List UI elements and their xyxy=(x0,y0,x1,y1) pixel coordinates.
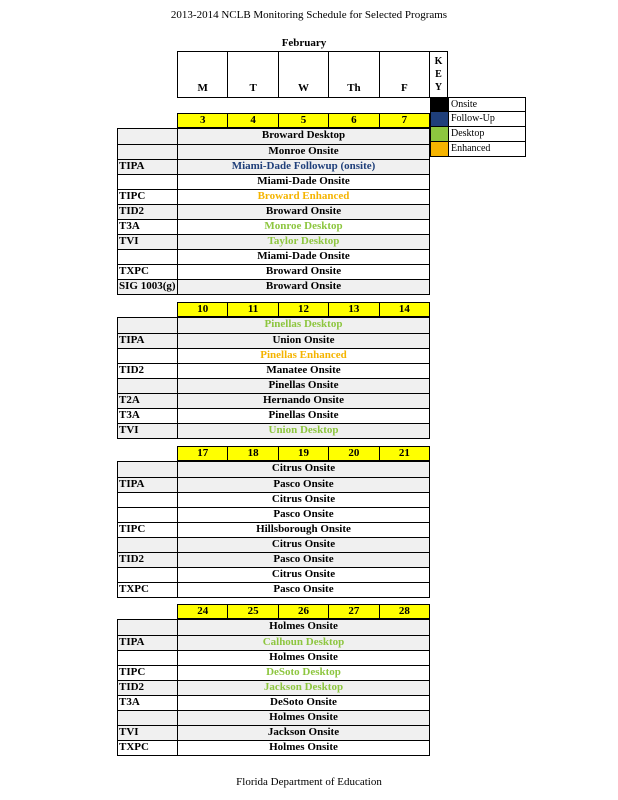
schedule-entry: Miami-Dade Onsite xyxy=(257,250,350,262)
program-label xyxy=(118,508,178,522)
schedule-row xyxy=(118,552,429,567)
page-title: 2013-2014 NCLB Monitoring Schedule for Selected Programs xyxy=(170,9,448,21)
date-cell: 4 xyxy=(228,114,278,127)
date-cell: 21 xyxy=(398,447,410,459)
schedule-row xyxy=(118,582,429,597)
date-cell: 12 xyxy=(279,303,329,316)
schedule-entry: Union Desktop xyxy=(178,424,429,438)
date-cell: 20 xyxy=(329,447,379,460)
key-swatch xyxy=(431,98,449,111)
schedule-entry: Calhoun Desktop xyxy=(178,636,429,650)
date-cell: 25 xyxy=(228,605,278,618)
schedule-entry: Holmes Onsite xyxy=(269,651,338,663)
schedule-entry: Hillsborough Onsite xyxy=(256,523,351,535)
schedule-entry: Broward Enhanced xyxy=(257,190,350,202)
schedule-row xyxy=(118,348,429,363)
schedule-row xyxy=(118,378,429,393)
program-label: TID2 xyxy=(118,681,178,695)
schedule-entry: DeSoto Desktop xyxy=(266,666,341,678)
schedule-entry: Pasco Onsite xyxy=(273,508,334,520)
schedule-entry: Monroe Desktop xyxy=(264,220,343,232)
page-footer: Florida Department of Education xyxy=(236,776,382,788)
program-label: TIPC xyxy=(118,523,178,537)
week-schedule-grid xyxy=(117,461,430,598)
date-cell: 13 xyxy=(329,303,379,316)
schedule-row xyxy=(118,204,429,219)
date-cell: 18 xyxy=(228,447,278,460)
program-label: TIPA xyxy=(118,478,178,492)
program-label: TXPC xyxy=(118,583,178,597)
program-label xyxy=(118,620,178,635)
week-dates-row xyxy=(177,113,430,128)
key-label: Enhanced xyxy=(451,143,491,154)
schedule-row xyxy=(118,695,429,710)
schedule-row xyxy=(118,129,429,144)
program-label xyxy=(118,462,178,477)
schedule-row xyxy=(118,650,429,665)
program-label: TIPC xyxy=(118,666,178,680)
key-label: Desktop xyxy=(451,128,485,139)
program-label xyxy=(118,145,178,159)
date-cell: 28 xyxy=(398,605,410,617)
schedule-row xyxy=(118,740,429,755)
program-label: TIPA xyxy=(118,160,178,174)
day-header-wed: W xyxy=(279,52,329,97)
program-label: TXPC xyxy=(118,741,178,755)
week-schedule-grid xyxy=(117,619,430,756)
schedule-row xyxy=(118,522,429,537)
program-label xyxy=(118,711,178,725)
program-label: T2A xyxy=(118,394,178,408)
key-item-onsite xyxy=(430,97,526,112)
schedule-entry: Pinellas Onsite xyxy=(178,379,429,393)
schedule-entry: Manatee Onsite xyxy=(266,364,341,376)
day-header-fri: F xyxy=(400,82,408,94)
schedule-row xyxy=(118,507,429,522)
schedule-entry: Broward Desktop xyxy=(178,129,429,144)
date-cell: 26 xyxy=(279,605,329,618)
program-label xyxy=(118,538,178,552)
schedule-row xyxy=(118,462,429,477)
schedule-row xyxy=(118,333,429,348)
date-cell: 11 xyxy=(228,303,278,316)
date-cell: 14 xyxy=(398,303,410,315)
program-label: TVI xyxy=(118,424,178,438)
schedule-row xyxy=(118,279,429,294)
schedule-entry: DeSoto Onsite xyxy=(270,696,337,708)
week-schedule-grid xyxy=(117,317,430,439)
key-swatch xyxy=(431,142,449,156)
schedule-entry: Citrus Onsite xyxy=(178,462,429,477)
schedule-entry: Pinellas Onsite xyxy=(268,409,339,421)
week-dates-row xyxy=(177,302,430,317)
key-item-follow-up xyxy=(430,112,526,127)
program-label xyxy=(118,250,178,264)
schedule-row xyxy=(118,710,429,725)
program-label: TVI xyxy=(118,726,178,740)
schedule-row xyxy=(118,620,429,635)
schedule-entry: Jackson Desktop xyxy=(178,681,429,695)
schedule-entry: Citrus Onsite xyxy=(178,538,429,552)
key-label: Onsite xyxy=(451,99,478,110)
day-header-thu: Th xyxy=(329,52,379,97)
week-schedule-grid xyxy=(117,128,430,295)
date-cell: 5 xyxy=(279,114,329,127)
schedule-entry: Pasco Onsite xyxy=(178,478,429,492)
day-header-tue: T xyxy=(228,52,278,97)
schedule-entry: Monroe Onsite xyxy=(178,145,429,159)
program-label: TIPC xyxy=(118,190,178,204)
schedule-entry: Citrus Onsite xyxy=(271,568,336,580)
program-label xyxy=(118,568,178,582)
schedule-entry: Jackson Onsite xyxy=(178,726,429,740)
key-swatch xyxy=(431,112,449,126)
key-item-enhanced xyxy=(430,142,526,157)
schedule-row xyxy=(118,725,429,740)
key-label: Follow-Up xyxy=(451,113,495,124)
date-cell: 17 xyxy=(178,447,228,460)
program-label xyxy=(118,129,178,144)
program-label: TVI xyxy=(118,235,178,249)
program-label: TIPA xyxy=(118,334,178,348)
schedule-entry: Pasco Onsite xyxy=(178,553,429,567)
program-label xyxy=(118,175,178,189)
schedule-entry: Broward Onsite xyxy=(178,205,429,219)
schedule-row xyxy=(118,492,429,507)
schedule-entry: Pinellas Desktop xyxy=(178,318,429,333)
schedule-row xyxy=(118,537,429,552)
week-dates-row xyxy=(177,446,430,461)
key-swatch xyxy=(431,127,449,141)
schedule-row xyxy=(118,567,429,582)
schedule-row xyxy=(118,144,429,159)
program-label: TIPA xyxy=(118,636,178,650)
schedule-entry: Taylor Desktop xyxy=(178,235,429,249)
week-dates-row xyxy=(177,604,430,619)
schedule-row xyxy=(118,159,429,174)
program-label: T3A xyxy=(118,696,178,710)
schedule-row xyxy=(118,174,429,189)
key-header: K E Y xyxy=(430,51,448,98)
program-label: SIG 1003(g) xyxy=(118,280,178,294)
date-cell: 6 xyxy=(329,114,379,127)
program-label: T3A xyxy=(118,409,178,423)
schedule-row xyxy=(118,234,429,249)
program-label: TID2 xyxy=(118,553,178,567)
schedule-entry: Holmes Onsite xyxy=(269,741,338,753)
program-label: T3A xyxy=(118,220,178,234)
date-cell: 24 xyxy=(178,605,228,618)
day-header-row xyxy=(177,51,430,98)
month-heading: February xyxy=(281,37,327,49)
schedule-row xyxy=(118,249,429,264)
schedule-entry: Pinellas Enhanced xyxy=(260,349,347,361)
date-cell: 7 xyxy=(401,114,408,126)
program-label xyxy=(118,318,178,333)
date-cell: 27 xyxy=(329,605,379,618)
date-cell: 3 xyxy=(178,114,228,127)
schedule-row xyxy=(118,408,429,423)
schedule-entry: Union Onsite xyxy=(178,334,429,348)
schedule-entry: Hernando Onsite xyxy=(178,394,429,408)
schedule-entry: Holmes Onsite xyxy=(178,620,429,635)
program-label xyxy=(118,651,178,665)
schedule-entry: Pasco Onsite xyxy=(273,583,334,595)
program-label: TID2 xyxy=(118,364,178,378)
key-item-desktop xyxy=(430,127,526,142)
schedule-row xyxy=(118,477,429,492)
schedule-entry: Miami-Dade Followup (onsite) xyxy=(178,160,429,174)
schedule-row xyxy=(118,393,429,408)
schedule-row xyxy=(118,189,429,204)
program-label: TXPC xyxy=(118,265,178,279)
schedule-row xyxy=(118,318,429,333)
program-label xyxy=(118,379,178,393)
schedule-row xyxy=(118,363,429,378)
schedule-row xyxy=(118,665,429,680)
schedule-entry: Miami-Dade Onsite xyxy=(257,175,350,187)
schedule-row xyxy=(118,423,429,438)
schedule-row xyxy=(118,680,429,695)
program-label xyxy=(118,349,178,363)
schedule-row xyxy=(118,635,429,650)
date-cell: 19 xyxy=(279,447,329,460)
program-label: TID2 xyxy=(118,205,178,219)
schedule-entry: Holmes Onsite xyxy=(178,711,429,725)
schedule-row xyxy=(118,219,429,234)
day-header-mon: M xyxy=(178,52,228,97)
program-label xyxy=(118,493,178,507)
schedule-entry: Citrus Onsite xyxy=(271,493,336,505)
schedule-entry: Broward Onsite xyxy=(178,280,429,294)
date-cell: 10 xyxy=(178,303,228,316)
schedule-row xyxy=(118,264,429,279)
schedule-entry: Broward Onsite xyxy=(265,265,342,277)
